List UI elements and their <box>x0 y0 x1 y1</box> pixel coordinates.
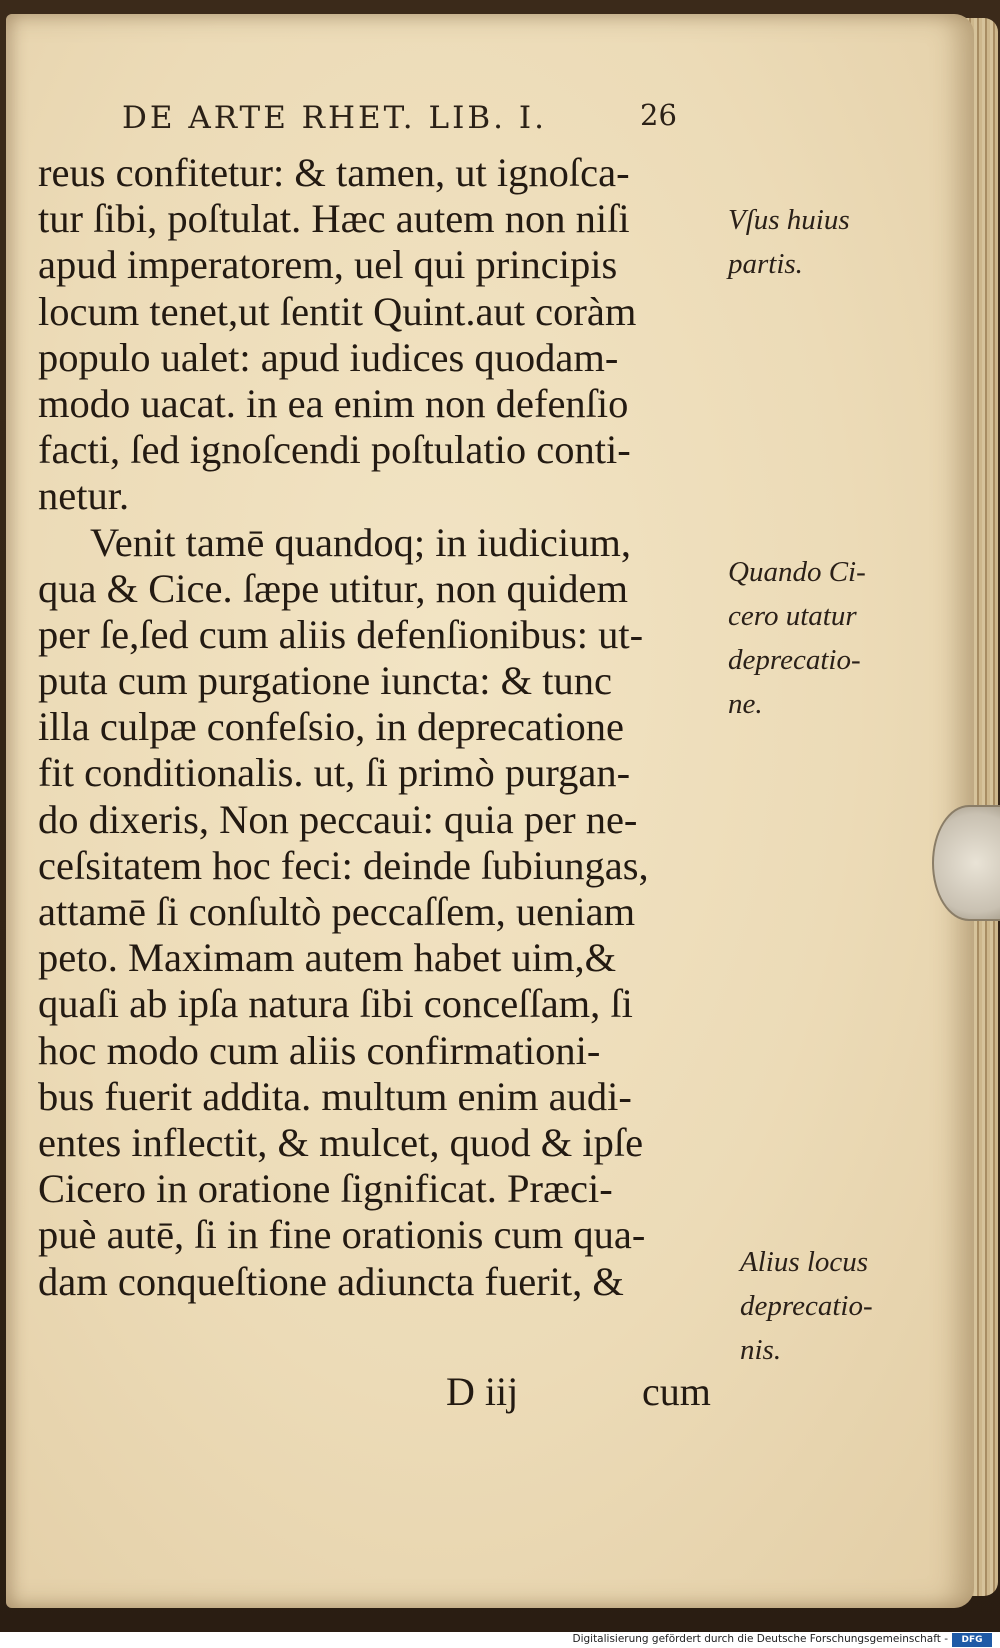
marginal-line: ne. <box>728 688 763 720</box>
text-line: modo uacat. in ea enim non defenſio <box>38 380 629 426</box>
text-line: puè autē, ſi in fine orationis cum qua- <box>38 1212 646 1258</box>
text-line: Venit tamē quandoq; in iudicium, <box>90 519 632 565</box>
text-line: fit conditionalis. ut, ſi primò purgan- <box>38 750 631 796</box>
text-line: do dixeris, Non peccaui: quia per ne- <box>38 796 638 842</box>
text-line: entes inflectit, & mulcet, quod & ipſe <box>38 1119 644 1165</box>
marginal-line: deprecatio- <box>728 644 861 676</box>
text-line: hoc modo cum aliis confirmationi- <box>38 1027 601 1073</box>
signature-mark: D iij <box>446 1369 519 1414</box>
text-line: apud imperatorem, uel qui principis <box>38 242 618 288</box>
text-line: facti, ſed ignoſcendi poſtulatio conti- <box>38 427 631 473</box>
marginal-note-usus <box>728 198 850 286</box>
running-head: DE ARTE RHET. LIB. I. <box>122 100 547 136</box>
marginal-line: Vſus huius <box>728 204 850 236</box>
text-line: reus confitetur: & tamen, ut ignoſca- <box>38 150 630 195</box>
text-line: populo ualet: apud iudices quodam- <box>38 334 619 380</box>
page-number: 26 <box>640 98 677 132</box>
text-line: ceſsitatem hoc feci: deinde ſubiungas, <box>38 842 649 888</box>
body-text <box>38 150 718 1305</box>
catchword: cum <box>642 1369 711 1414</box>
marginal-note-quando <box>728 550 866 726</box>
text-line: locum tenet,ut ſentit Quint.aut coràm <box>38 288 637 334</box>
marginal-note-alius <box>740 1240 873 1372</box>
text-line: Cicero in oratione ſignificat. Præci- <box>38 1166 613 1212</box>
text-line: tur ſibi, poſtulat. Hæc autem non niſi <box>38 196 630 242</box>
text-line: quaſi ab ipſa natura ſibi conceſſam, ſi <box>38 981 633 1027</box>
text-line: per ſe,ſed cum aliis defenſionibus: ut- <box>38 611 644 657</box>
marginal-line: Alius locus <box>740 1246 869 1278</box>
text-line: dam conqueſtione adiuncta fuerit, & <box>38 1258 624 1304</box>
footer-credit: Digitalisierung gefördert durch die Deutsche Forschungsgemeinschaft - <box>572 1633 948 1645</box>
marginal-line: partis. <box>728 248 803 280</box>
dfg-logo: DFG <box>952 1633 992 1647</box>
text-line: attamē ſi conſultò peccaſſem, ueniam <box>38 889 636 934</box>
text-line: bus fuerit addita. multum enim audi- <box>38 1073 632 1119</box>
text-line: netur. <box>38 473 130 519</box>
marginal-line: deprecatio- <box>740 1290 873 1322</box>
marginal-line: nis. <box>740 1334 782 1366</box>
marginal-line: cero utatur <box>728 600 857 632</box>
text-line: peto. Maximam autem habet uim,& <box>38 935 617 981</box>
text-line: puta cum purgatione iuncta: & tunc <box>38 658 612 704</box>
text-line: illa culpæ confeſsio, in deprecatione <box>38 704 624 750</box>
book-clasp <box>932 805 1000 921</box>
marginal-line: Quando Ci- <box>728 556 866 588</box>
text-line: qua & Cice. ſæpe utitur, non quidem <box>38 565 629 611</box>
